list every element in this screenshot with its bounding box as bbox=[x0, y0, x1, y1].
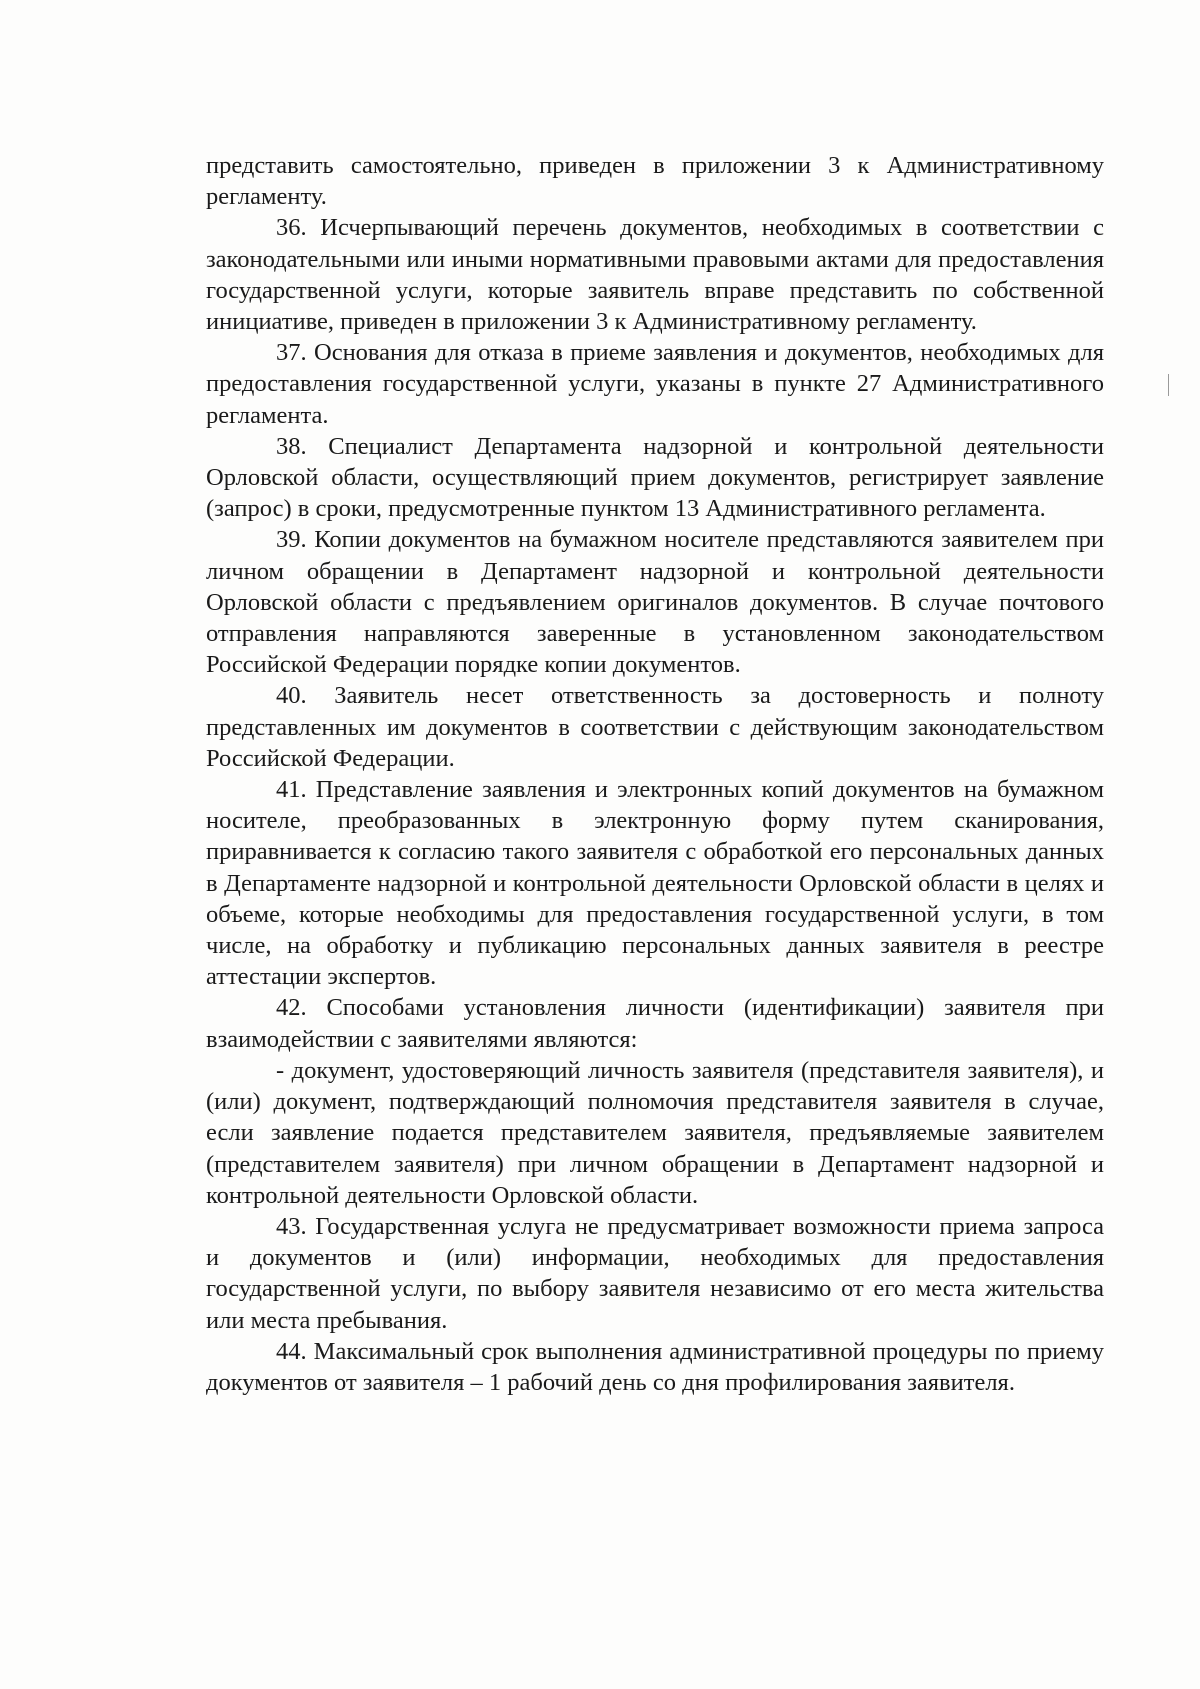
paragraph-37: 37. Основания для отказа в приеме заявления и документов, необходимых для предоставления государственной услуги, указаны в пункте 27 Административного регламента. bbox=[206, 339, 1104, 429]
paragraph-43: 43. Государственная услуга не предусматривает возможности приема запроса и документов и (или) информации, необходимых для предоставления государственной услуги, по выбору заявителя независимо от его места жительства или места пребывания. bbox=[206, 1212, 1104, 1334]
paragraph-44: 44. Максимальный срок выполнения административной процедуры по приему документов от заявителя – 1 рабочий день со дня профилирования заявителя. bbox=[206, 1337, 1104, 1396]
paragraph-40: 40. Заявитель несет ответственность за достоверность и полноту представленных им документов в соответствии с действующим законодательством Российской Федерации. bbox=[206, 682, 1104, 772]
margin-mark bbox=[1168, 374, 1169, 396]
paragraph-38: 38. Специалист Департамента надзорной и контрольной деятельности Орловской области, осуществляющий прием документов, регистрирует заявление (запрос) в сроки, предусмотренные пунктом 13 Административного регламента. bbox=[206, 432, 1104, 523]
paragraph-42: 42. Способами установления личности (идентификации) заявителя при взаимодействии с заявителями являются: bbox=[206, 994, 1104, 1053]
paragraph-41: 41. Представление заявления и электронных копий документов на бумажном носителе, преобразованных в электронную форму путем сканирования, приравнивается к согласию такого заявителя с обработкой его персональных данных в Департаменте надзорной и контрольной деятельности Орловской области в целях и объеме, которые необходимы для предоставления государственной услуги, в том числе, на обработку и публикацию персональных данных заявителя в реестре аттестации экспертов. bbox=[206, 776, 1104, 991]
paragraph-42-list-item: - документ, удостоверяющий личность заявителя (представителя заявителя), и (или) документ, подтверждающий полномочия представителя заявителя в случае, если заявление подается представителем заявителя, предъявляемые заявителем (представителем заявителя) при личном обращении в Департамент надзорной и контрольной деятельности Орловской области. bbox=[206, 1056, 1104, 1209]
paragraph-39: 39. Копии документов на бумажном носителе представляются заявителем при личном обращении в Департамент надзорной и контрольной деятельности Орловской области с предъявлением оригиналов документов. В случае почтового отправления направляются заверенные в установленном законодательством Российской Федерации порядке копии документов. bbox=[206, 526, 1104, 679]
document-body bbox=[206, 150, 1104, 1398]
paragraph-36: 36. Исчерпывающий перечень документов, необходимых в соответствии с законодательными или иными нормативными правовыми актами для предоставления государственной услуги, которые заявитель вправе представить по собственной инициативе, приведен в приложении 3 к Административному регламенту. bbox=[206, 214, 1104, 336]
paragraph-continuation: представить самостоятельно, приведен в приложении 3 к Административному регламенту. bbox=[206, 152, 1104, 211]
